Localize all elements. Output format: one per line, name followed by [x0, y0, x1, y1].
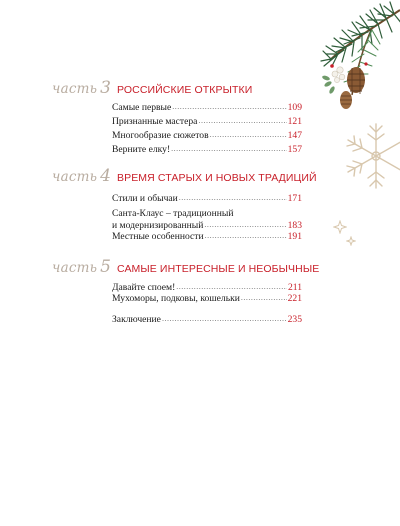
- pine-cone-icon: [340, 91, 352, 109]
- dot-leader: [198, 115, 286, 127]
- toc-entry[interactable]: [112, 130, 302, 142]
- dot-leader: [210, 129, 287, 141]
- part-title: САМЫЕ ИНТЕРЕСНЫЕ И НЕОБЫЧНЫЕ: [117, 263, 320, 275]
- toc-entry-page: 221: [287, 293, 302, 304]
- part-4-header: [52, 166, 317, 186]
- toc-entry[interactable]: [112, 102, 302, 114]
- toc-entry[interactable]: [112, 144, 302, 156]
- toc-entry-page: 211: [287, 282, 302, 293]
- toc-entry-conclusion[interactable]: [112, 314, 302, 326]
- toc-entry-page: 157: [287, 144, 302, 155]
- star-icon: [333, 220, 347, 234]
- part-label: часть: [52, 81, 98, 97]
- snowflake-icon: [336, 116, 400, 192]
- toc-entry-title: Давайте споем!: [112, 282, 176, 293]
- toc-entry-title: Многообразие сюжетов: [112, 130, 209, 141]
- toc-entry[interactable]: [112, 293, 302, 305]
- toc-entry-page: 235: [287, 314, 302, 325]
- toc-entry-title: Заключение: [112, 314, 161, 325]
- star-icon: [346, 236, 356, 246]
- part-title: ВРЕМЯ СТАРЫХ И НОВЫХ ТРАДИЦИЙ: [117, 172, 317, 184]
- toc-entry[interactable]: [112, 193, 302, 205]
- part-number: 4: [100, 166, 111, 186]
- toc-entry[interactable]: [112, 208, 302, 232]
- toc-entry-title: Мухоморы, подковы, кошельки: [112, 293, 240, 304]
- toc-entry-page: 147: [287, 130, 302, 141]
- toc-entry-page: 121: [287, 116, 302, 127]
- pine-branch-icon: [282, 0, 400, 118]
- pine-cone-icon: [347, 67, 365, 94]
- dot-leader: [162, 313, 287, 325]
- toc-entry-page: 191: [287, 231, 302, 242]
- part-title: РОССИЙСКИЕ ОТКРЫТКИ: [117, 84, 253, 96]
- toc-entry-page: 171: [287, 193, 302, 204]
- toc-entry-title: Самые первые: [112, 102, 172, 113]
- part-label: часть: [52, 260, 98, 276]
- dot-leader: [179, 192, 287, 204]
- dot-leader: [171, 143, 286, 155]
- toc-entry-title: Верните елку!: [112, 144, 171, 155]
- toc-entry-title: и модернизированный: [112, 220, 204, 231]
- toc-entry-page: 109: [287, 102, 302, 113]
- dot-leader: [241, 292, 287, 304]
- toc-entry-title: Местные особенности: [112, 231, 204, 242]
- part-5-header: [52, 257, 319, 277]
- toc-entry-page: 183: [287, 220, 302, 231]
- part-number: 5: [100, 257, 111, 277]
- dot-leader: [172, 101, 286, 113]
- toc-entry-title: Признанные мастера: [112, 116, 198, 127]
- dot-leader: [205, 230, 287, 242]
- toc-entry-title-line1: Санта-Клаус – традиционный: [112, 208, 234, 219]
- toc-entry-title: Стили и обычаи: [112, 193, 178, 204]
- part-label: часть: [52, 169, 98, 185]
- part-number: 3: [100, 78, 111, 98]
- part-3-header: [52, 78, 252, 98]
- toc-entry[interactable]: [112, 116, 302, 128]
- toc-entry[interactable]: [112, 231, 302, 243]
